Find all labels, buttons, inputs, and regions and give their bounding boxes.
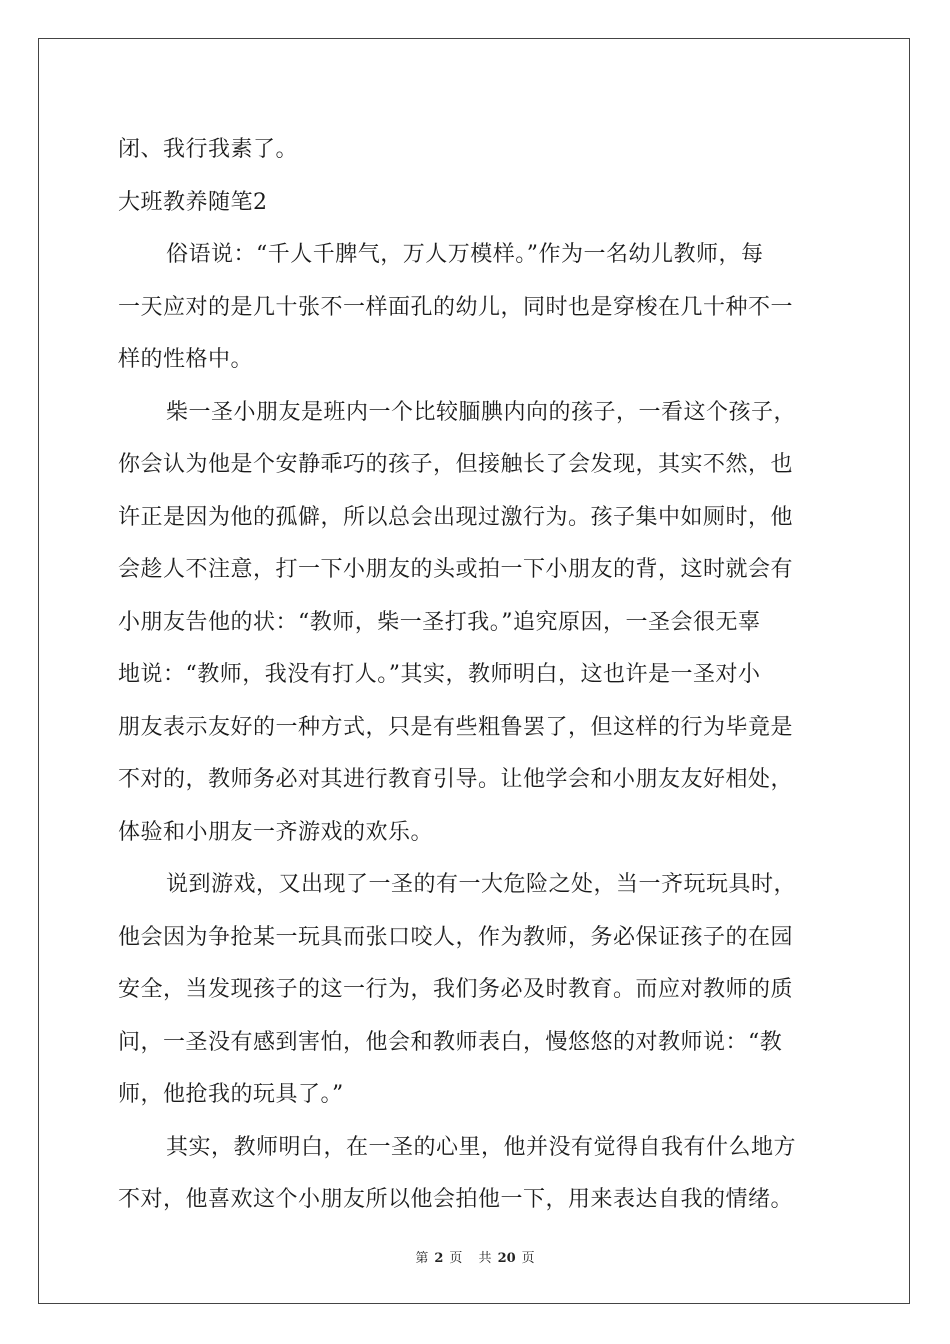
current-page-number: 2 xyxy=(434,1251,444,1266)
text-line: 你会认为他是个安静乖巧的孩子，但接触长了会发现，其实不然，也 xyxy=(118,452,794,477)
text-line: 体验和小朋友一齐游戏的欢乐。 xyxy=(118,819,434,845)
text-line: 地说：“教师，我没有打人。”其实，教师明白，这也许是一圣对小 xyxy=(118,662,761,687)
text-line: 说到游戏，又出现了一圣的有一大危险之处，当一齐玩玩具时， xyxy=(166,872,797,897)
text-line: 问，一圣没有感到害怕，他会和教师表白，慢悠悠的对教师说：“教 xyxy=(118,1029,783,1055)
total-pages-number: 20 xyxy=(497,1251,516,1266)
page-footer xyxy=(0,1247,950,1266)
text-line: 不对，他喜欢这个小朋友所以他会拍他一下，用来表达自我的情绪。 xyxy=(118,1187,794,1212)
page-indicator: 第 2 页 xyxy=(415,1251,463,1266)
section-heading: 大班教养随笔2 xyxy=(118,189,268,215)
text-line: 俗语说：“千人千脾气，万人万模样。”作为一名幼儿教师，每 xyxy=(166,242,764,267)
text-line: 闭、我行我素了。 xyxy=(118,137,299,162)
text-line: 小朋友告他的状：“教师，柴一圣打我。”追究原因，一圣会很无辜 xyxy=(118,609,761,635)
text-line: 师，他抢我的玩具了。” xyxy=(118,1082,344,1107)
text-line: 不对的，教师务必对其进行教育引导。让他学会和小朋友友好相处， xyxy=(118,767,794,792)
document-body xyxy=(118,124,834,1227)
text-line: 一天应对的是几十张不一样面孔的幼儿，同时也是穿梭在几十种不一 xyxy=(118,294,794,320)
text-line: 许正是因为他的孤僻，所以总会出现过激行为。孩子集中如厕时，他 xyxy=(118,504,794,530)
text-line: 其实，教师明白，在一圣的心里，他并没有觉得自我有什么地方 xyxy=(166,1134,797,1160)
text-line: 他会因为争抢某一玩具而张口咬人，作为教师，务必保证孩子的在园 xyxy=(118,924,794,950)
text-line: 柴一圣小朋友是班内一个比较腼腆内向的孩子，一看这个孩子， xyxy=(166,399,797,425)
text-line: 会趁人不注意，打一下小朋友的头或拍一下小朋友的背，这时就会有 xyxy=(118,557,794,582)
text-line: 朋友表示友好的一种方式，只是有些粗鲁罢了，但这样的行为毕竟是 xyxy=(118,714,794,740)
text-line: 安全，当发现孩子的这一行为，我们务必及时教育。而应对教师的质 xyxy=(118,977,794,1002)
total-pages-indicator: 共 20 页 xyxy=(478,1251,535,1266)
text-line: 样的性格中。 xyxy=(118,347,254,372)
